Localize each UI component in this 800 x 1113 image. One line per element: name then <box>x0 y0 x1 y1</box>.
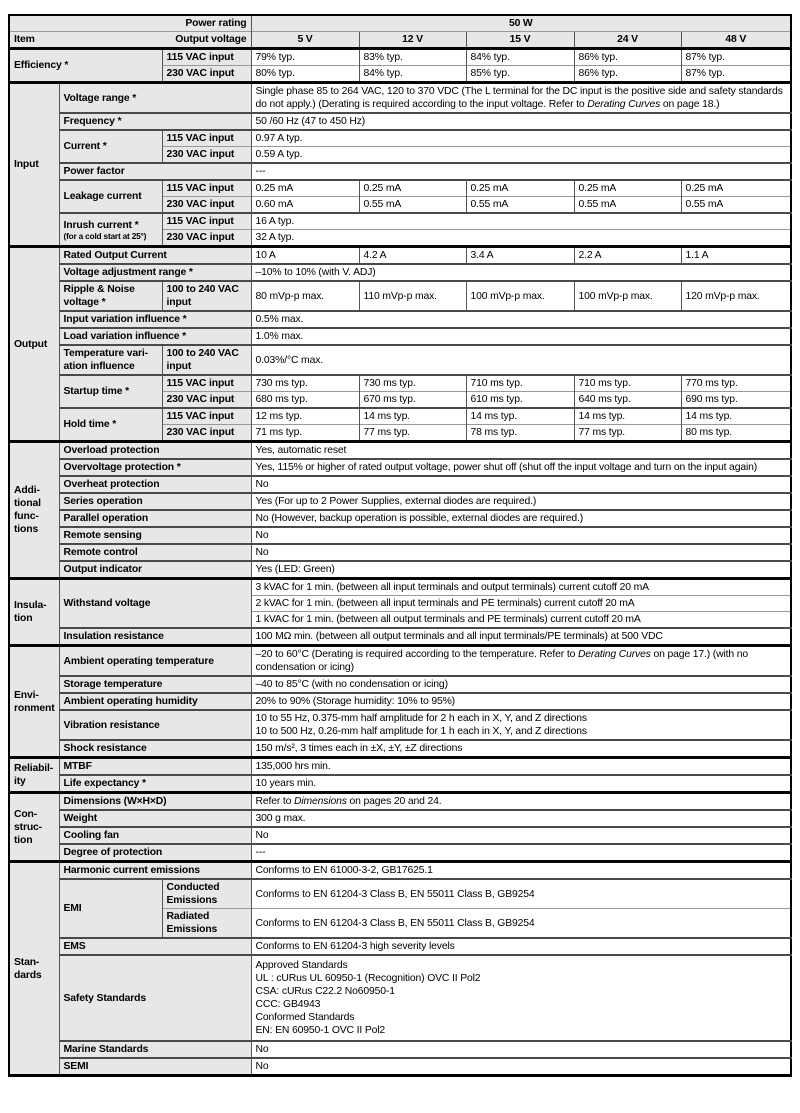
value-cell: --- <box>251 844 791 862</box>
value-cell: 86% typ. <box>574 49 681 66</box>
text-line: Insula- <box>14 600 47 611</box>
text-line: Conformed Standards <box>255 1012 355 1023</box>
value-cell: 135,000 hrs min. <box>251 758 791 776</box>
value-cell: Conforms to EN 61204-3 high severity levels <box>251 938 791 955</box>
value-cell: 10 A <box>251 247 359 265</box>
value-cell: 100 MΩ min. (between all output terminals and all input terminals/PE terminals) at 500 VDC <box>251 628 791 646</box>
value-cell: 300 g max. <box>251 810 791 827</box>
italic-text: Dimensions <box>294 796 347 807</box>
item-label-cell: Overvoltage protection * <box>59 459 251 476</box>
table-row <box>9 758 791 776</box>
sub-label-cell: 115 VAC input <box>162 375 251 392</box>
voltage-header-cell: 5 V <box>251 32 359 49</box>
table-row <box>9 328 791 345</box>
text-line: input <box>166 361 192 372</box>
value-cell: 0.97 A typ. <box>251 130 791 147</box>
table-row <box>9 827 791 844</box>
item-label-cell: Storage temperature <box>59 676 251 693</box>
table-row <box>9 646 791 677</box>
table-row <box>9 1041 791 1058</box>
item-label-cell <box>59 281 162 311</box>
table-row <box>9 213 791 230</box>
voltage-header-cell: 48 V <box>681 32 791 49</box>
value-cell: 87% typ. <box>681 49 791 66</box>
text-line: Ripple & Noise <box>63 284 135 295</box>
value-cell: 710 ms typ. <box>466 375 574 392</box>
item-label-cell: Cooling fan <box>59 827 251 844</box>
value-cell: No <box>251 527 791 544</box>
italic-text: Derating Curves <box>577 649 651 660</box>
text-line: CCC: GB4943 <box>255 999 321 1010</box>
value-cell: 87% typ. <box>681 66 791 83</box>
text-line: CSA: cURus C22.2 No60950-1 <box>255 986 395 997</box>
table-row <box>9 247 791 265</box>
value-cell: 730 ms typ. <box>251 375 359 392</box>
item-label-cell: Voltage range * <box>59 83 251 114</box>
value-cell: 50 /60 Hz (47 to 450 Hz) <box>251 113 791 130</box>
value-cell: 690 ms typ. <box>681 392 791 409</box>
text-line: EN: EN 60950-1 OVC II Pol2 <box>255 1025 386 1036</box>
item-label-cell: Efficiency * <box>9 49 162 83</box>
value-cell: 12 ms typ. <box>251 408 359 425</box>
value-cell: No <box>251 827 791 844</box>
value-cell: –10% to 10% (with V. ADJ) <box>251 264 791 281</box>
sub-label-cell <box>162 909 251 939</box>
value-cell: Conforms to EN 61204-3 Class B, EN 55011 Class B, GB9254 <box>251 909 791 939</box>
table-row <box>9 49 791 66</box>
text-line: Conducted <box>166 882 220 893</box>
value-cell: 1.1 A <box>681 247 791 265</box>
item-label-cell <box>59 213 162 247</box>
value-cell: 77 ms typ. <box>359 425 466 442</box>
value-cell: 80% typ. <box>251 66 359 83</box>
value-cell: 770 ms typ. <box>681 375 791 392</box>
sub-label-cell: 115 VAC input <box>162 408 251 425</box>
table-row <box>9 345 791 375</box>
value-cell: No <box>251 476 791 493</box>
item-label-cell: Power factor <box>59 163 251 180</box>
sub-label-cell: 230 VAC input <box>162 197 251 214</box>
value-cell: 100 mVp-p max. <box>574 281 681 311</box>
text-line: Addi- <box>14 485 40 496</box>
table-row <box>9 130 791 147</box>
value-cell: 10 years min. <box>251 775 791 793</box>
table-row <box>9 493 791 510</box>
value-cell: 0.25 mA <box>251 180 359 197</box>
italic-text: Derating Curves <box>587 99 661 110</box>
table-row <box>9 693 791 710</box>
text-line: Envi- <box>14 689 39 701</box>
item-label-cell: Series operation <box>59 493 251 510</box>
sub-label-cell: 230 VAC input <box>162 230 251 247</box>
text-line: 100 to 240 VAC <box>166 348 239 359</box>
text-line: ity <box>14 776 26 787</box>
table-row <box>9 113 791 130</box>
item-label-cell: Dimensions (W×H×D) <box>59 793 251 811</box>
voltage-header-cell: 12 V <box>359 32 466 49</box>
value-cell: 78 ms typ. <box>466 425 574 442</box>
table-row <box>9 544 791 561</box>
value-cell: --- <box>251 163 791 180</box>
value-cell: 4.2 A <box>359 247 466 265</box>
item-label: Item <box>14 34 35 45</box>
value-cell: 16 A typ. <box>251 213 791 230</box>
value-cell: –40 to 85°C (with no condensation or icing) <box>251 676 791 693</box>
sub-label-cell <box>162 879 251 909</box>
value-cell: Conforms to EN 61000-3-2, GB17625.1 <box>251 862 791 880</box>
sub-label-cell: 230 VAC input <box>162 147 251 164</box>
item-label-cell: Weight <box>59 810 251 827</box>
value-cell: 14 ms typ. <box>574 408 681 425</box>
table-row <box>9 375 791 392</box>
value-cell: 0.55 mA <box>574 197 681 214</box>
item-label-cell: Overload protection <box>59 442 251 460</box>
table-row <box>9 710 791 740</box>
value-cell <box>251 710 791 740</box>
value-cell: 670 ms typ. <box>359 392 466 409</box>
item-label-cell: Vibration resistance <box>59 710 251 740</box>
item-label-cell: Harmonic current emissions <box>59 862 251 880</box>
value-cell: Single phase 85 to 264 VAC, 120 to 370 VDC (The L terminal for the DC input is the positive side and safety standards do not apply.) (Derating is required according to the input voltage. Refer to Derating Curves on page 18.) <box>251 83 791 114</box>
spec-table <box>8 14 792 1077</box>
power-rating-label: Power rating <box>185 18 247 29</box>
group-label-cell <box>9 758 59 793</box>
value-cell: 150 m/s², 3 times each in ±X, ±Y, ±Z directions <box>251 740 791 758</box>
item-label-cell: SEMI <box>59 1058 251 1076</box>
table-row <box>9 740 791 758</box>
sub-label-cell: 115 VAC input <box>162 213 251 230</box>
text-line: tions <box>14 524 39 535</box>
value-cell: 86% typ. <box>574 66 681 83</box>
text-line: tion <box>14 834 33 846</box>
value-cell: 80 mVp-p max. <box>251 281 359 311</box>
text-line: Reliabil- <box>14 763 54 774</box>
item-label-cell: Parallel operation <box>59 510 251 527</box>
item-label-cell: Output indicator <box>59 561 251 579</box>
value-cell: 80 ms typ. <box>681 425 791 442</box>
item-label-cell: Current * <box>59 130 162 163</box>
group-label-cell <box>9 793 59 862</box>
value-cell: 85% typ. <box>466 66 574 83</box>
value-cell: 0.25 mA <box>466 180 574 197</box>
group-label-cell <box>9 579 59 646</box>
table-row <box>9 311 791 328</box>
value-cell: 20% to 90% (Storage humidity: 10% to 95%) <box>251 693 791 710</box>
table-row <box>9 775 791 793</box>
table-row <box>9 264 791 281</box>
sub-label-cell <box>162 281 251 311</box>
item-label-cell: MTBF <box>59 758 251 776</box>
header-row-power-rating <box>9 15 791 32</box>
value-cell: 84% typ. <box>359 66 466 83</box>
table-row <box>9 83 791 114</box>
value-cell: Yes (For up to 2 Power Supplies, external diodes are required.) <box>251 493 791 510</box>
value-cell: 77 ms typ. <box>574 425 681 442</box>
value-cell <box>251 955 791 1041</box>
text-line: ronment <box>14 702 55 714</box>
item-label-cell: Voltage adjustment range * <box>59 264 251 281</box>
item-label-cell: Overheat protection <box>59 476 251 493</box>
value-cell: 100 mVp-p max. <box>466 281 574 311</box>
item-label-cell: Withstand voltage <box>59 579 251 629</box>
value-cell: 0.55 mA <box>466 197 574 214</box>
table-row <box>9 281 791 311</box>
sub-label-cell: 230 VAC input <box>162 425 251 442</box>
value-cell: 84% typ. <box>466 49 574 66</box>
text-line: Emissions <box>166 924 218 935</box>
value-cell: 0.03%/°C max. <box>251 345 791 375</box>
value-cell: 680 ms typ. <box>251 392 359 409</box>
value-cell: 3.4 A <box>466 247 574 265</box>
table-row <box>9 676 791 693</box>
text-line: Inrush current * <box>63 219 139 231</box>
table-row <box>9 938 791 955</box>
power-rating-cell <box>9 15 251 32</box>
item-label-cell: Life expectancy * <box>59 775 251 793</box>
sub-label-cell: 115 VAC input <box>162 180 251 197</box>
table-row <box>9 844 791 862</box>
sub-label-cell: 115 VAC input <box>162 130 251 147</box>
group-label-cell <box>9 862 59 1076</box>
value-cell: Yes, 115% or higher of rated output voltage, power shut off (shut off the input voltage and turn on the input again) <box>251 459 791 476</box>
value-cell: 730 ms typ. <box>359 375 466 392</box>
value-cell: Yes, automatic reset <box>251 442 791 460</box>
text-line: ation influence <box>63 361 135 372</box>
text-line: tional <box>14 498 41 509</box>
table-row <box>9 955 791 1041</box>
value-cell: No (However, backup operation is possible, external diodes are required.) <box>251 510 791 527</box>
value-cell: 71 ms typ. <box>251 425 359 442</box>
value-cell: 0.55 mA <box>359 197 466 214</box>
table-row <box>9 459 791 476</box>
value-cell: 0.25 mA <box>359 180 466 197</box>
voltage-header-cell: 24 V <box>574 32 681 49</box>
value-cell: 2.2 A <box>574 247 681 265</box>
text-line: 10 to 55 Hz, 0.375-mm half amplitude for 2 h each in X, Y, and Z directions <box>255 713 587 724</box>
power-value-cell: 50 W <box>251 15 791 32</box>
text-line: Approved Standards <box>255 960 348 971</box>
table-row <box>9 510 791 527</box>
item-label-cell: Ambient operating temperature <box>59 646 251 677</box>
table-row <box>9 408 791 425</box>
text-line: voltage * <box>63 297 106 308</box>
text-line: input <box>166 297 192 308</box>
item-label-cell: Safety Standards <box>59 955 251 1041</box>
item-label-cell: EMI <box>59 879 162 938</box>
table-row <box>9 476 791 493</box>
item-label-cell: Ambient operating humidity <box>59 693 251 710</box>
item-label-cell: Shock resistance <box>59 740 251 758</box>
output-voltage-label: Output voltage <box>175 34 247 45</box>
small-note: (for a cold start at 25°) <box>63 230 147 241</box>
table-row <box>9 1058 791 1076</box>
item-label-cell: Hold time * <box>59 408 162 442</box>
item-label-cell: Degree of protection <box>59 844 251 862</box>
value-cell: 710 ms typ. <box>574 375 681 392</box>
text-line: Emissions <box>166 895 218 906</box>
value-cell: Yes (LED: Green) <box>251 561 791 579</box>
sub-label-cell: 230 VAC input <box>162 66 251 83</box>
text-line: Temperature vari- <box>63 348 148 359</box>
text-line: UL : cURus UL 60950-1 (Recognition) OVC II Pol2 <box>255 973 481 984</box>
value-cell: 32 A typ. <box>251 230 791 247</box>
value-cell: Conforms to EN 61204-3 Class B, EN 55011 Class B, GB9254 <box>251 879 791 909</box>
table-row <box>9 879 791 909</box>
table-row <box>9 163 791 180</box>
text-line: 10 to 500 Hz, 0.26-mm half amplitude for 1 h each in X, Y, and Z directions <box>255 726 587 737</box>
value-cell: 14 ms typ. <box>681 408 791 425</box>
item-label-cell: Load variation influence * <box>59 328 251 345</box>
table-row <box>9 561 791 579</box>
value-cell: 79% typ. <box>251 49 359 66</box>
sub-label-cell: 115 VAC input <box>162 49 251 66</box>
value-cell: No <box>251 1058 791 1076</box>
value-cell: No <box>251 544 791 561</box>
value-cell: 110 mVp-p max. <box>359 281 466 311</box>
value-cell: 1 kVAC for 1 min. (between all output terminals and PE terminals) current cutoff 20 mA <box>251 612 791 629</box>
value-cell: 610 ms typ. <box>466 392 574 409</box>
item-label-cell: Remote sensing <box>59 527 251 544</box>
text-line: tion <box>14 613 33 624</box>
sub-label-cell: 230 VAC input <box>162 392 251 409</box>
item-label-cell: Rated Output Current <box>59 247 251 265</box>
group-label-cell <box>9 646 59 758</box>
group-label-cell: Input <box>9 83 59 247</box>
value-cell: 0.25 mA <box>681 180 791 197</box>
table-row <box>9 793 791 811</box>
table-row <box>9 442 791 460</box>
item-output-voltage-cell <box>9 32 251 49</box>
value-cell: 3 kVAC for 1 min. (between all input terminals and output terminals) current cutoff 20 mA <box>251 579 791 596</box>
item-label-cell: Startup time * <box>59 375 162 408</box>
item-label-cell: Input variation influence * <box>59 311 251 328</box>
value-cell: 14 ms typ. <box>466 408 574 425</box>
item-label-cell: Insulation resistance <box>59 628 251 646</box>
group-label-cell <box>9 442 59 579</box>
table-row <box>9 628 791 646</box>
value-cell: 14 ms typ. <box>359 408 466 425</box>
text-line: 100 to 240 VAC <box>166 284 239 295</box>
table-row <box>9 810 791 827</box>
value-cell: 0.25 mA <box>574 180 681 197</box>
item-label-cell: Remote control <box>59 544 251 561</box>
voltage-header-cell: 15 V <box>466 32 574 49</box>
value-cell: 1.0% max. <box>251 328 791 345</box>
table-row <box>9 527 791 544</box>
text-line: Stan- <box>14 956 40 968</box>
table-row <box>9 180 791 197</box>
value-cell: 120 mVp-p max. <box>681 281 791 311</box>
item-label-cell: Marine Standards <box>59 1041 251 1058</box>
table-row <box>9 862 791 880</box>
text-line: func- <box>14 511 39 522</box>
group-label-cell: Output <box>9 247 59 442</box>
item-label-cell: EMS <box>59 938 251 955</box>
spec-table-body <box>9 49 791 1076</box>
item-label-cell: Leakage current <box>59 180 162 213</box>
value-cell: Refer to Dimensions on pages 20 and 24. <box>251 793 791 811</box>
value-cell: No <box>251 1041 791 1058</box>
value-cell: 2 kVAC for 1 min. (between all input terminals and PE terminals) current cutoff 20 mA <box>251 596 791 612</box>
value-cell: 0.60 mA <box>251 197 359 214</box>
item-label-cell <box>59 345 162 375</box>
value-cell: 640 ms typ. <box>574 392 681 409</box>
value-cell: 0.59 A typ. <box>251 147 791 164</box>
text-line: dards <box>14 969 42 981</box>
value-cell: 0.55 mA <box>681 197 791 214</box>
value-cell: 83% typ. <box>359 49 466 66</box>
sub-label-cell <box>162 345 251 375</box>
item-label-cell: Frequency * <box>59 113 251 130</box>
text-line: Radiated <box>166 911 210 922</box>
text-line: struc- <box>14 821 42 833</box>
table-row <box>9 579 791 596</box>
text-line: Con- <box>14 808 38 820</box>
header-row-output-voltage <box>9 32 791 49</box>
value-cell: –20 to 60°C (Derating is required according to the temperature. Refer to Derating Curves on page 17.) (with no condensation or icing) <box>251 646 791 677</box>
value-cell: 0.5% max. <box>251 311 791 328</box>
